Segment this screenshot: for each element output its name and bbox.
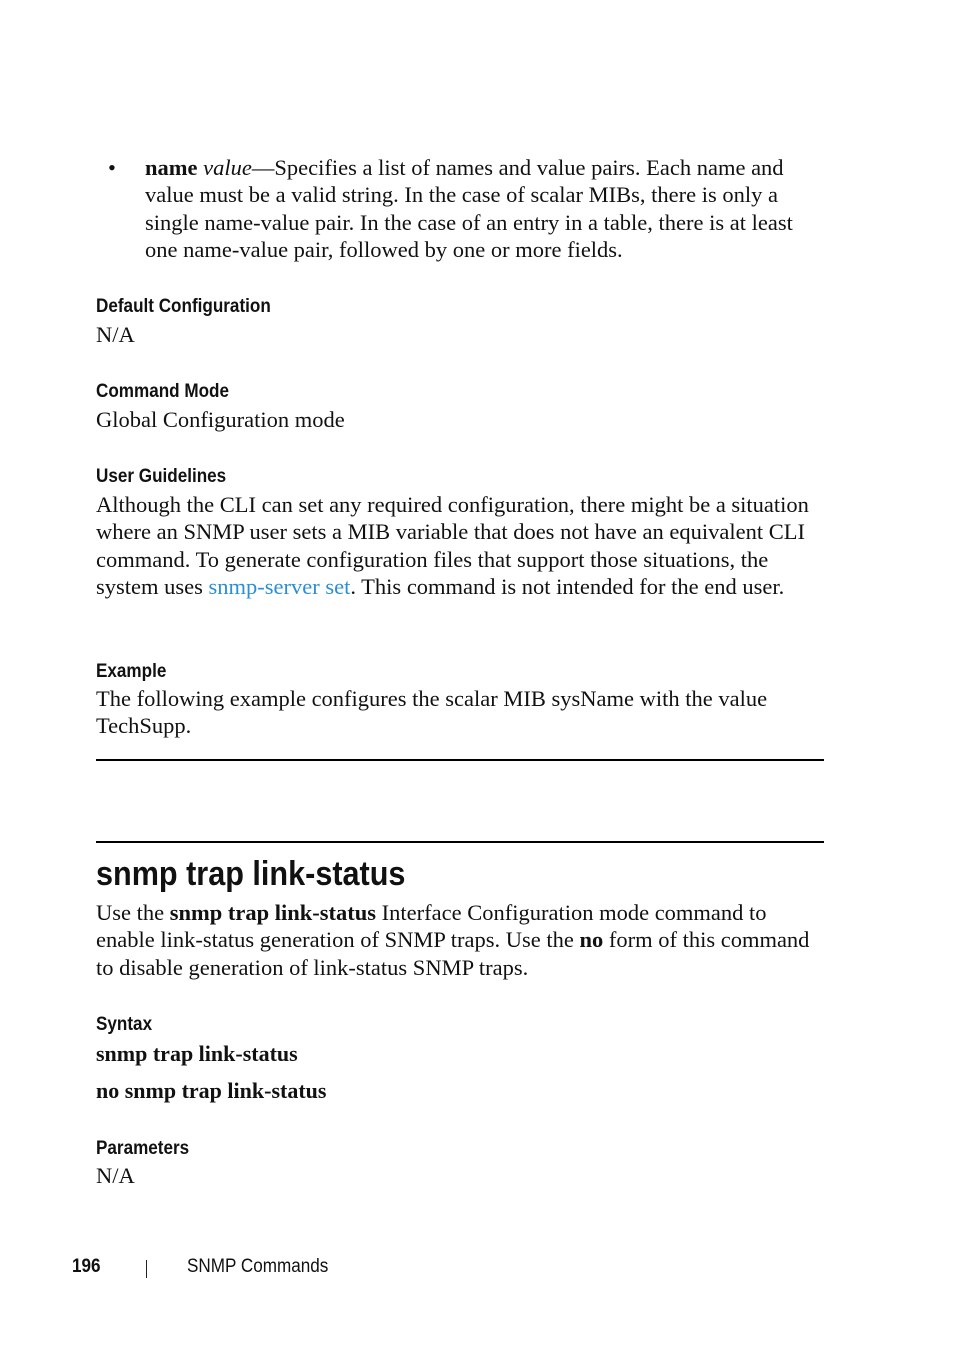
example-heading: Example [96,661,167,682]
user-guidelines-text-after: . This command is not intended for the end user. [350,573,785,599]
bullet-term-italic: value [203,155,252,180]
command-intro [96,899,816,981]
section-start-rule [96,841,824,843]
intro-part-1: Use the [96,900,170,925]
footer-separator [146,1260,147,1278]
footer-chapter: SNMP Commands [187,1256,329,1277]
example-text: The following example configures the scalar MIB sysName with the value TechSupp. [96,686,768,739]
command-mode-heading: Command Mode [96,381,230,402]
intro-part-2: Interface Configuration mode command to enable link-status generation of SNMP traps. Use the [96,900,767,953]
user-guidelines-heading: User Guidelines [96,466,227,487]
bullet-description: —Specifies a list of names and value pairs. Each name and value must be a valid string. In the case of scalar MIBs, there is only a single name-value pair. In the case of an entry in a table, there is at least one name-value pair, followed by one or more fields. [145,155,793,262]
command-mode-text: Global Configuration mode [96,407,345,432]
bullet-term: name [145,155,198,180]
section-end-rule [96,759,824,761]
parameters-text: N/A [96,1163,135,1188]
bullet-marker: • [108,155,116,180]
snmp-server-set-link[interactable]: snmp-server set [208,573,351,599]
intro-command: snmp trap link-status [169,900,377,925]
user-guidelines-text [96,491,826,600]
intro-part-3: form of this command to disable generation of link-status SNMP traps. [96,927,810,980]
default-configuration-text: N/A [96,322,135,347]
syntax-line-2: no snmp trap link-status [96,1078,327,1103]
command-title: snmp trap link-status [96,855,406,893]
page-number: 196 [72,1256,101,1277]
parameters-heading: Parameters [96,1138,190,1159]
intro-no-keyword: no [579,927,604,953]
default-configuration-heading: Default Configuration [96,296,271,317]
syntax-heading: Syntax [96,1014,153,1035]
syntax-line-1: snmp trap link-status [96,1041,298,1066]
bullet-item [145,154,810,263]
user-guidelines-text-before: Although the CLI can set any required configuration, there might be a situation where an SNMP user sets a MIB variable that does not have an equivalent CLI command. To generate configuration files that support those situations, the system uses [96,492,809,599]
